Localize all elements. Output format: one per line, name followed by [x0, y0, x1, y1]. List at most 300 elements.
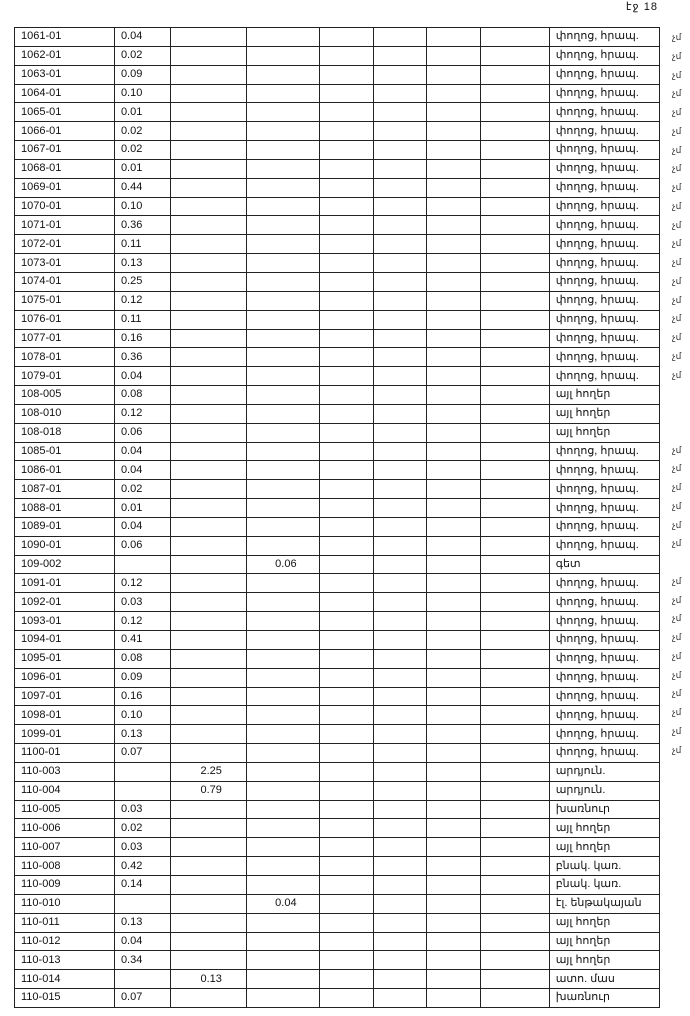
empty-cell: [480, 216, 549, 235]
empty-cell: [373, 989, 427, 1008]
empty-cell: [480, 838, 549, 857]
area-col-4-cell: [246, 178, 319, 197]
area-col-4-cell: [246, 404, 319, 423]
table-row: [15, 819, 660, 838]
empty-cell: [480, 84, 549, 103]
margin-mark: չմ: [672, 144, 682, 155]
area-col-4-cell: [246, 913, 319, 932]
empty-cell: [319, 178, 373, 197]
empty-cell: [373, 555, 427, 574]
table-row: [15, 725, 660, 744]
margin-mark: չմ: [672, 50, 682, 61]
area-col-4-cell: [246, 612, 319, 631]
empty-cell: [319, 932, 373, 951]
margin-mark: չմ: [672, 69, 682, 80]
area-col-4-cell: [246, 159, 319, 178]
empty-cell: [319, 762, 373, 781]
area-col-4-cell: [246, 574, 319, 593]
empty-cell: [480, 687, 549, 706]
area-col-4-cell: [246, 800, 319, 819]
land-use-cell: այլ հողեր: [549, 423, 659, 442]
area-col-3-cell: [170, 272, 246, 291]
area-cell: 0.02: [114, 46, 170, 65]
empty-cell: [480, 310, 549, 329]
empty-cell: [373, 272, 427, 291]
empty-cell: [319, 480, 373, 499]
empty-cell: [480, 819, 549, 838]
empty-cell: [319, 894, 373, 913]
margin-mark: չմ: [672, 163, 682, 174]
table-row: [15, 178, 660, 197]
land-use-cell: փողոց, հրապ.: [549, 517, 659, 536]
empty-cell: [480, 631, 549, 650]
table-row: [15, 197, 660, 216]
table-row: [15, 46, 660, 65]
empty-cell: [319, 84, 373, 103]
table-row: [15, 574, 660, 593]
area-col-3-cell: [170, 574, 246, 593]
empty-cell: [427, 65, 481, 84]
area-col-3-cell: [170, 423, 246, 442]
land-use-cell: գետ: [549, 555, 659, 574]
area-cell: 0.42: [114, 857, 170, 876]
empty-cell: [373, 875, 427, 894]
margin-mark: չմ: [672, 369, 682, 380]
area-col-3-cell: [170, 197, 246, 216]
parcel-code-cell: 1075-01: [15, 291, 115, 310]
parcel-code-cell: 1073-01: [15, 254, 115, 273]
area-col-3-cell: [170, 819, 246, 838]
empty-cell: [319, 272, 373, 291]
land-use-cell: փողոց, հրապ.: [549, 461, 659, 480]
empty-cell: [427, 612, 481, 631]
table-row: [15, 216, 660, 235]
area-col-4-cell: [246, 254, 319, 273]
table-row: [15, 348, 660, 367]
empty-cell: [480, 612, 549, 631]
parcel-code-cell: 110-005: [15, 800, 115, 819]
empty-cell: [373, 593, 427, 612]
area-cell: 0.16: [114, 329, 170, 348]
area-cell: 0.09: [114, 65, 170, 84]
area-col-4-cell: [246, 141, 319, 160]
parcel-code-cell: 1088-01: [15, 499, 115, 518]
area-col-3-cell: [170, 875, 246, 894]
parcel-code-cell: 108-018: [15, 423, 115, 442]
land-use-cell: փողոց, հրապ.: [549, 348, 659, 367]
empty-cell: [480, 725, 549, 744]
land-use-cell: այլ հողեր: [549, 386, 659, 405]
parcel-code-cell: 110-007: [15, 838, 115, 857]
area-col-4-cell: [246, 65, 319, 84]
empty-cell: [319, 970, 373, 989]
area-col-4-cell: [246, 46, 319, 65]
empty-cell: [319, 159, 373, 178]
area-col-4-cell: [246, 122, 319, 141]
margin-mark: չմ: [672, 125, 682, 136]
land-use-cell: խառնուր: [549, 800, 659, 819]
empty-cell: [319, 423, 373, 442]
empty-cell: [373, 28, 427, 47]
empty-cell: [373, 178, 427, 197]
table-row: [15, 461, 660, 480]
area-col-3-cell: [170, 159, 246, 178]
empty-cell: [427, 687, 481, 706]
empty-cell: [373, 857, 427, 876]
empty-cell: [427, 894, 481, 913]
land-use-cell: փողոց, հրապ.: [549, 197, 659, 216]
area-col-4-cell: [246, 875, 319, 894]
empty-cell: [373, 536, 427, 555]
parcel-code-cell: 1086-01: [15, 461, 115, 480]
area-cell: 0.10: [114, 706, 170, 725]
margin-mark: չմ: [672, 613, 682, 624]
area-col-4-cell: [246, 272, 319, 291]
area-col-4-cell: [246, 197, 319, 216]
area-col-4-cell: [246, 499, 319, 518]
area-cell: 0.01: [114, 103, 170, 122]
area-col-4-cell: [246, 932, 319, 951]
area-col-3-cell: [170, 28, 246, 47]
empty-cell: [480, 367, 549, 386]
table-row: [15, 28, 660, 47]
empty-cell: [480, 989, 549, 1008]
parcel-code-cell: 1097-01: [15, 687, 115, 706]
empty-cell: [373, 46, 427, 65]
area-cell: 0.34: [114, 951, 170, 970]
empty-cell: [480, 235, 549, 254]
area-cell: [114, 894, 170, 913]
table-row: [15, 838, 660, 857]
table-row: [15, 989, 660, 1008]
area-col-3-cell: 2.25: [170, 762, 246, 781]
area-col-4-cell: [246, 461, 319, 480]
land-use-cell: արդյուն.: [549, 762, 659, 781]
area-col-3-cell: [170, 932, 246, 951]
empty-cell: [319, 687, 373, 706]
land-use-cell: փողոց, հրապ.: [549, 499, 659, 518]
margin-mark: չմ: [672, 32, 682, 42]
area-cell: 0.04: [114, 517, 170, 536]
area-cell: 0.01: [114, 159, 170, 178]
area-cell: 0.08: [114, 386, 170, 405]
empty-cell: [373, 706, 427, 725]
table-row: [15, 687, 660, 706]
area-col-3-cell: 0.79: [170, 781, 246, 800]
table-row: [15, 536, 660, 555]
area-col-3-cell: [170, 800, 246, 819]
empty-cell: [373, 480, 427, 499]
empty-cell: [373, 404, 427, 423]
empty-cell: [427, 480, 481, 499]
empty-cell: [480, 291, 549, 310]
area-col-3-cell: [170, 706, 246, 725]
empty-cell: [373, 649, 427, 668]
empty-cell: [480, 178, 549, 197]
area-col-4-cell: [246, 480, 319, 499]
empty-cell: [427, 744, 481, 763]
parcel-code-cell: 1063-01: [15, 65, 115, 84]
land-use-cell: փողոց, հրապ.: [549, 235, 659, 254]
table-row: [15, 159, 660, 178]
area-cell: 0.36: [114, 216, 170, 235]
area-col-3-cell: [170, 744, 246, 763]
empty-cell: [427, 329, 481, 348]
empty-cell: [319, 574, 373, 593]
empty-cell: [480, 517, 549, 536]
empty-cell: [427, 989, 481, 1008]
area-col-4-cell: [246, 989, 319, 1008]
land-use-cell: փողոց, հրապ.: [549, 46, 659, 65]
land-use-cell: փողոց, հրապ.: [549, 574, 659, 593]
table-row: [15, 310, 660, 329]
table-row: [15, 781, 660, 800]
margin-mark: չմ: [672, 444, 682, 455]
area-col-3-cell: [170, 84, 246, 103]
area-col-4-cell: [246, 631, 319, 650]
empty-cell: [480, 875, 549, 894]
empty-cell: [427, 800, 481, 819]
land-use-cell: փողոց, հրապ.: [549, 28, 659, 47]
empty-cell: [480, 857, 549, 876]
empty-cell: [480, 404, 549, 423]
land-use-cell: այլ հողեր: [549, 913, 659, 932]
land-use-cell: փողոց, հրապ.: [549, 536, 659, 555]
area-col-4-cell: [246, 386, 319, 405]
area-cell: 0.02: [114, 122, 170, 141]
area-cell: 0.04: [114, 932, 170, 951]
area-col-4-cell: [246, 84, 319, 103]
area-col-3-cell: [170, 612, 246, 631]
area-col-3-cell: [170, 235, 246, 254]
area-cell: 0.02: [114, 141, 170, 160]
land-use-cell: փողոց, հրապ.: [549, 367, 659, 386]
land-use-cell: փողոց, հրապ.: [549, 216, 659, 235]
area-col-3-cell: [170, 725, 246, 744]
empty-cell: [373, 159, 427, 178]
area-col-3-cell: [170, 348, 246, 367]
empty-cell: [373, 197, 427, 216]
parcel-code-cell: 1092-01: [15, 593, 115, 612]
empty-cell: [373, 386, 427, 405]
table-row: [15, 122, 660, 141]
empty-cell: [480, 932, 549, 951]
parcel-code-cell: 109-002: [15, 555, 115, 574]
area-col-4-cell: [246, 838, 319, 857]
area-col-3-cell: [170, 555, 246, 574]
empty-cell: [480, 706, 549, 725]
area-col-4-cell: [246, 970, 319, 989]
parcel-code-cell: 1079-01: [15, 367, 115, 386]
land-use-cell: խառնուր: [549, 989, 659, 1008]
margin-mark: չմ: [672, 463, 682, 474]
parcel-code-cell: 1096-01: [15, 668, 115, 687]
area-cell: 0.13: [114, 725, 170, 744]
area-col-3-cell: [170, 329, 246, 348]
table-row: [15, 875, 660, 894]
empty-cell: [319, 310, 373, 329]
empty-cell: [427, 781, 481, 800]
area-col-3-cell: [170, 141, 246, 160]
table-row: [15, 291, 660, 310]
land-use-cell: այլ հողեր: [549, 932, 659, 951]
table-row: [15, 612, 660, 631]
empty-cell: [480, 46, 549, 65]
parcel-code-cell: 1098-01: [15, 706, 115, 725]
area-cell: 0.12: [114, 612, 170, 631]
land-use-cell: փողոց, հրապ.: [549, 725, 659, 744]
parcel-code-cell: 1074-01: [15, 272, 115, 291]
empty-cell: [319, 28, 373, 47]
area-col-4-cell: [246, 951, 319, 970]
page-number: էջ 18: [625, 1, 658, 13]
area-col-3-cell: [170, 65, 246, 84]
parcel-code-cell: 1076-01: [15, 310, 115, 329]
parcel-code-cell: 1085-01: [15, 442, 115, 461]
land-use-cell: փողոց, հրապ.: [549, 65, 659, 84]
empty-cell: [373, 103, 427, 122]
area-col-3-cell: [170, 649, 246, 668]
empty-cell: [373, 499, 427, 518]
area-col-4-cell: [246, 649, 319, 668]
empty-cell: [480, 28, 549, 47]
empty-cell: [480, 913, 549, 932]
margin-mark: չմ: [672, 594, 682, 605]
parcel-code-cell: 110-003: [15, 762, 115, 781]
table-row: [15, 329, 660, 348]
area-col-4-cell: [246, 819, 319, 838]
area-col-4-cell: [246, 442, 319, 461]
land-use-cell: փողոց, հրապ.: [549, 442, 659, 461]
area-col-4-cell: [246, 687, 319, 706]
empty-cell: [427, 593, 481, 612]
table-row: [15, 404, 660, 423]
area-col-3-cell: [170, 517, 246, 536]
empty-cell: [427, 725, 481, 744]
table-row: [15, 932, 660, 951]
empty-cell: [373, 216, 427, 235]
area-cell: 0.36: [114, 348, 170, 367]
empty-cell: [319, 254, 373, 273]
parcel-code-cell: 1099-01: [15, 725, 115, 744]
empty-cell: [427, 970, 481, 989]
table-row: [15, 894, 660, 913]
table-row: [15, 649, 660, 668]
empty-cell: [373, 668, 427, 687]
empty-cell: [427, 631, 481, 650]
margin-mark: չմ: [672, 275, 682, 286]
empty-cell: [480, 951, 549, 970]
parcel-table: [14, 27, 660, 1008]
area-cell: 0.06: [114, 536, 170, 555]
table-row: [15, 103, 660, 122]
margin-mark: չմ: [672, 313, 682, 324]
area-cell: 0.11: [114, 235, 170, 254]
land-use-cell: փողոց, հրապ.: [549, 649, 659, 668]
empty-cell: [319, 668, 373, 687]
empty-cell: [319, 744, 373, 763]
empty-cell: [373, 122, 427, 141]
area-col-4-cell: [246, 857, 319, 876]
margin-mark: չմ: [672, 632, 682, 642]
area-col-4-cell: [246, 235, 319, 254]
empty-cell: [373, 762, 427, 781]
empty-cell: [427, 819, 481, 838]
empty-cell: [427, 932, 481, 951]
area-cell: 0.04: [114, 28, 170, 47]
area-cell: 0.12: [114, 404, 170, 423]
empty-cell: [319, 461, 373, 480]
margin-mark: չմ: [672, 519, 682, 530]
margin-mark: չմ: [672, 88, 682, 99]
parcel-code-cell: 1061-01: [15, 28, 115, 47]
empty-cell: [480, 272, 549, 291]
parcel-code-cell: 1062-01: [15, 46, 115, 65]
empty-cell: [373, 951, 427, 970]
parcel-code-cell: 1095-01: [15, 649, 115, 668]
empty-cell: [480, 574, 549, 593]
land-use-cell: փողոց, հրապ.: [549, 480, 659, 499]
empty-cell: [480, 800, 549, 819]
area-col-4-cell: [246, 762, 319, 781]
table-row: [15, 84, 660, 103]
empty-cell: [373, 838, 427, 857]
empty-cell: [427, 574, 481, 593]
empty-cell: [480, 536, 549, 555]
area-col-3-cell: [170, 461, 246, 480]
empty-cell: [319, 367, 373, 386]
empty-cell: [373, 913, 427, 932]
empty-cell: [373, 254, 427, 273]
area-cell: 0.01: [114, 499, 170, 518]
empty-cell: [427, 951, 481, 970]
area-cell: 0.02: [114, 480, 170, 499]
area-cell: 0.10: [114, 84, 170, 103]
empty-cell: [373, 725, 427, 744]
empty-cell: [427, 216, 481, 235]
parcel-code-cell: 1091-01: [15, 574, 115, 593]
table-row: [15, 235, 660, 254]
table-row: [15, 254, 660, 273]
parcel-code-cell: 110-015: [15, 989, 115, 1008]
empty-cell: [427, 857, 481, 876]
empty-cell: [319, 725, 373, 744]
area-col-4-cell: [246, 216, 319, 235]
margin-mark: չմ: [672, 332, 682, 342]
land-use-cell: փողոց, հրապ.: [549, 122, 659, 141]
empty-cell: [480, 103, 549, 122]
area-col-4-cell: [246, 781, 319, 800]
area-col-3-cell: [170, 668, 246, 687]
empty-cell: [480, 480, 549, 499]
empty-cell: [480, 442, 549, 461]
land-use-cell: փողոց, հրապ.: [549, 329, 659, 348]
margin-mark: չմ: [672, 219, 682, 230]
area-col-4-cell: [246, 536, 319, 555]
area-cell: 0.04: [114, 367, 170, 386]
empty-cell: [319, 649, 373, 668]
empty-cell: [373, 291, 427, 310]
empty-cell: [427, 461, 481, 480]
land-use-cell: փողոց, հրապ.: [549, 178, 659, 197]
empty-cell: [427, 254, 481, 273]
land-use-cell: փողոց, հրապ.: [549, 744, 659, 763]
area-cell: 0.09: [114, 668, 170, 687]
area-col-4-cell: [246, 517, 319, 536]
empty-cell: [427, 404, 481, 423]
area-cell: 0.10: [114, 197, 170, 216]
area-col-3-cell: [170, 838, 246, 857]
